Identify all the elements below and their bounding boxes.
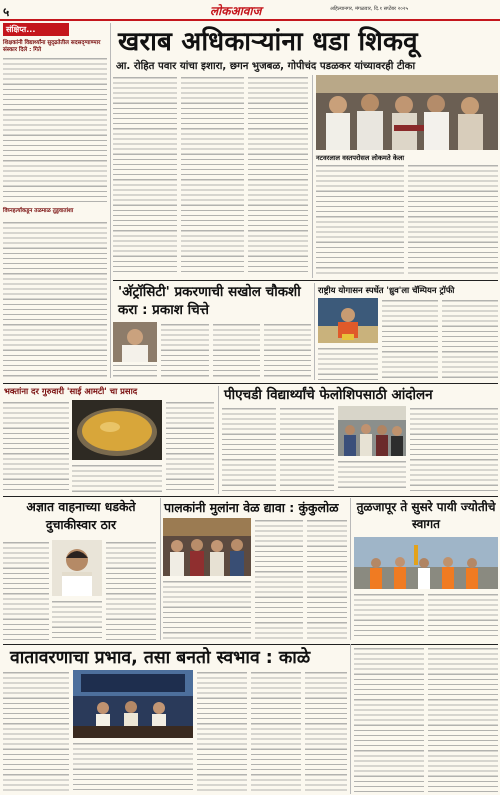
children-photo bbox=[163, 518, 251, 576]
accident-text-3 bbox=[106, 540, 156, 640]
right-bottom-text-1 bbox=[354, 646, 424, 792]
lead-divider bbox=[312, 75, 313, 278]
sai-text-1 bbox=[3, 400, 69, 492]
lead-text-col3 bbox=[248, 75, 308, 275]
sai-photo bbox=[72, 400, 162, 460]
accident-photo bbox=[52, 540, 102, 596]
atrocity-text-2 bbox=[161, 322, 209, 380]
tuljapur-text-2 bbox=[428, 592, 498, 640]
phd-text-3 bbox=[338, 459, 406, 492]
yoga-headline: राष्ट्रीय योगासन स्पर्धेत 'ध्रुव'ला चॅम्पियन ट्रॉफी bbox=[318, 285, 455, 295]
atrocity-headline: 'अ‍ॅट्रॉसिटी' प्रकरणाची सखोल चौकशी करा : प्रकाश चित्ते bbox=[118, 284, 301, 318]
issue-info: अहिल्यानगर, मंगळवार, दि.१ सप्टेंबर २०२५ bbox=[330, 6, 409, 12]
yoga-divider bbox=[314, 283, 315, 380]
sai-headline: भक्तांना दर गुरुवारी 'साई आमटी' चा प्रसाद bbox=[4, 386, 138, 396]
page-number: ५ bbox=[3, 5, 10, 19]
phd-text-4 bbox=[410, 406, 498, 492]
sidebar-story1-text bbox=[3, 56, 107, 206]
lead-text-col1 bbox=[113, 75, 177, 275]
lead-headline: खराब अधिकाऱ्यांना धडा शिकवू bbox=[118, 27, 418, 57]
phd-divider bbox=[218, 386, 219, 494]
bottom-text-4 bbox=[251, 670, 301, 792]
atrocity-photo bbox=[113, 322, 157, 362]
sidebar-story1-headline: शिक्षकांनी विद्यार्थ्यांना सुदृढतेतील सदसद्ग्याण्मार संस्कार दिले : गिते bbox=[3, 40, 101, 53]
right-bottom-text-2 bbox=[428, 646, 498, 792]
phd-photo bbox=[338, 406, 406, 456]
sidebar-story2-text bbox=[3, 220, 107, 380]
lead-side-text-1 bbox=[316, 163, 404, 275]
phd-text-2 bbox=[280, 406, 334, 492]
bottom-text-3 bbox=[197, 670, 247, 792]
accident-top-rule bbox=[3, 496, 498, 497]
accident-headline: अज्ञात वाहनाच्या धडकेते दुचाकीस्वार ठार bbox=[26, 499, 136, 532]
accident-text-1 bbox=[3, 540, 49, 640]
masthead-rule bbox=[0, 19, 500, 21]
children-divider bbox=[160, 498, 161, 640]
children-headline: पालकांनी मुलांना वेळ द्यावा : कुंकुलोळ bbox=[164, 500, 339, 515]
tuljapur-photo bbox=[354, 537, 498, 589]
yoga-text-3 bbox=[442, 298, 498, 380]
atrocity-text-4 bbox=[264, 322, 311, 380]
sai-text-3 bbox=[166, 400, 214, 492]
sai-text-2 bbox=[72, 463, 162, 493]
sidebar-label: संक्षिप्त... bbox=[3, 23, 69, 36]
tuljapur-text-1 bbox=[354, 592, 424, 640]
accident-text-2 bbox=[52, 599, 102, 640]
lead-text-col2 bbox=[181, 75, 244, 275]
sai-top-rule bbox=[3, 383, 498, 384]
phd-headline: पीएचडी विद्यार्थ्यांचे फेलोशिपसाठी आंदोलन bbox=[224, 387, 433, 403]
bottom-right-divider bbox=[350, 644, 351, 794]
lead-photo bbox=[316, 75, 498, 150]
yoga-text-1 bbox=[318, 346, 378, 380]
bottom-headline: वातावरणाचा प्रभाव, तसा बनतो स्वभाव : काळे bbox=[10, 648, 311, 668]
bottom-photo bbox=[73, 670, 193, 738]
lead-subhead: आ. रोहित पवार यांचा इशारा, छगन भुजबळ, गोपीचंद पडळकर यांच्यावरही टीका bbox=[116, 61, 416, 72]
tuljapur-headline: तुळजापूर ते सुसरे पायी ज्योतीचे स्वागत bbox=[356, 500, 496, 531]
sidebar-divider bbox=[110, 23, 111, 378]
atrocity-top-rule bbox=[113, 280, 498, 281]
children-text-3 bbox=[307, 518, 347, 640]
lead-side-headline: नटवरलाल वस्तपरोसल लोकमते केला bbox=[316, 154, 405, 162]
lead-side-text-2 bbox=[408, 163, 498, 275]
yoga-photo bbox=[318, 298, 378, 343]
bottom-text-5 bbox=[305, 670, 347, 792]
yoga-text-2 bbox=[382, 298, 438, 380]
atrocity-text-3 bbox=[213, 322, 260, 380]
sidebar-story2-headline: विघ्नहर्त्याकडून तळमाळ तुडुवातांशा bbox=[3, 208, 74, 214]
bottom-text-1 bbox=[3, 670, 69, 792]
masthead-logo: लोकआवाज bbox=[210, 4, 262, 18]
tuljapur-divider bbox=[350, 498, 351, 640]
phd-text-1 bbox=[222, 406, 276, 492]
bottom-text-2 bbox=[73, 741, 193, 792]
children-text-1 bbox=[163, 579, 251, 640]
children-text-2 bbox=[255, 518, 303, 640]
